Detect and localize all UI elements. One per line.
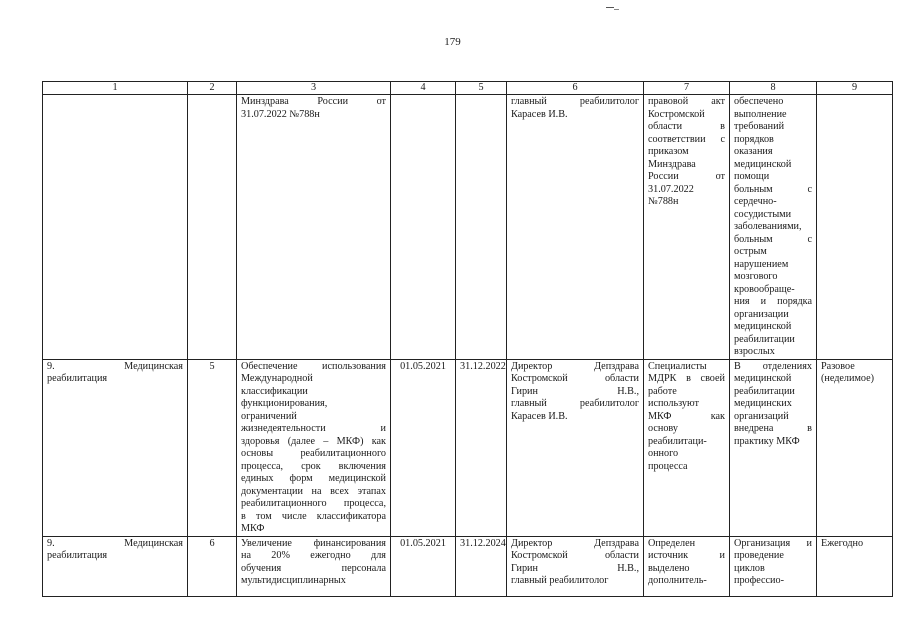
cell-line: реабилитационного процесса, xyxy=(241,498,386,509)
cell-line: Международной xyxy=(241,373,313,384)
cell-line: Минздрава России от xyxy=(241,96,386,107)
cell-line: помощи xyxy=(734,171,770,182)
cell-line: медицинской xyxy=(734,321,792,332)
start-date-cell: 01.05.2021 xyxy=(391,536,456,596)
periodicity-cell xyxy=(817,359,893,536)
periodicity-cell xyxy=(817,95,893,360)
periodicity-cell xyxy=(817,536,893,596)
measure-description-cell xyxy=(237,359,391,536)
cell-line: сердечно- xyxy=(734,196,777,207)
cell-line: источник и xyxy=(648,550,725,561)
cell-line: Директор Депздрава xyxy=(511,360,639,372)
cell-line: основы реабилитационного xyxy=(241,448,386,459)
cell-line: процесса, срок включения xyxy=(241,460,386,472)
cell-line: Директор Депздрава xyxy=(511,537,639,549)
cell-line: ограничений xyxy=(241,410,297,422)
cell-line: здоровья (далее – МКФ) как xyxy=(241,435,386,447)
cell-line: Организация и xyxy=(734,537,812,549)
cell-line: внедрена в xyxy=(734,423,812,434)
column-number: 3 xyxy=(237,82,391,95)
cell-line: профессио- xyxy=(734,575,784,586)
cell-line: в том числе классификатора xyxy=(241,510,386,522)
row-section-cell xyxy=(43,95,188,360)
cell-line: 31.07.2022 xyxy=(648,183,694,195)
result-cell xyxy=(644,359,730,536)
end-date-cell xyxy=(456,95,507,360)
result-cell xyxy=(644,536,730,596)
cell-line: медицинской xyxy=(734,158,792,170)
cell-line: организации xyxy=(734,308,789,320)
cell-line: порядков xyxy=(734,133,774,145)
cell-line: выделено xyxy=(648,562,690,574)
table-row xyxy=(43,95,893,360)
cell-line: циклов xyxy=(734,562,765,574)
column-number: 6 xyxy=(507,82,644,95)
cell-line: Ежегодно xyxy=(821,537,864,549)
cell-line: реабилитации xyxy=(734,333,795,345)
measure-description-cell xyxy=(237,536,391,596)
column-number: 7 xyxy=(644,82,730,95)
cell-line: работе xyxy=(648,385,677,397)
table-row xyxy=(43,536,893,596)
cell-line: мозгового xyxy=(734,271,778,282)
cell-line: реабилитация xyxy=(47,373,108,384)
cell-line: основу xyxy=(648,423,678,434)
cell-line: области в xyxy=(648,121,725,132)
cell-line: взрослых xyxy=(734,346,775,357)
cell-line: обеспечено xyxy=(734,96,784,107)
end-date-cell: 31.12.2022 xyxy=(456,359,507,536)
cell-line: классификации xyxy=(241,385,308,397)
cell-line: на 20% ежегодно для xyxy=(241,550,386,561)
column-number-row xyxy=(43,82,893,95)
end-date-cell: 31.12.2024 xyxy=(456,536,507,596)
cell-line: МКФ xyxy=(241,523,265,534)
cell-line: практику МКФ xyxy=(734,435,800,447)
cell-line: Гирин Н.В., xyxy=(511,562,639,574)
cell-line: МДРК в своей xyxy=(648,373,725,384)
cell-line: медицинской xyxy=(734,373,792,384)
table-row xyxy=(43,359,893,536)
cell-line: функционирования, xyxy=(241,398,328,409)
cell-line: кровообраще- xyxy=(734,283,795,295)
cell-line: Костромской области xyxy=(511,373,639,384)
cell-line: 31.07.2022 №788н xyxy=(241,108,320,120)
cell-line: 9. Медицинская xyxy=(47,360,183,372)
cell-line: Минздрава xyxy=(648,158,696,170)
outcome-cell xyxy=(730,536,817,596)
column-number: 1 xyxy=(43,82,188,95)
row-section-cell xyxy=(43,536,188,596)
cell-line: Увеличение финансирования xyxy=(241,537,386,549)
column-number: 9 xyxy=(817,82,893,95)
cell-line: жизнедеятельности и xyxy=(241,423,386,434)
cell-line: больным с xyxy=(734,233,812,245)
cell-line: Костромской xyxy=(648,108,705,120)
column-number: 5 xyxy=(456,82,507,95)
cell-line: реабилитация xyxy=(47,550,108,561)
cell-line: нарушением xyxy=(734,258,789,270)
cell-line: мультидисциплинарных xyxy=(241,575,346,586)
start-date-cell: 01.05.2021 xyxy=(391,359,456,536)
cell-line: дополнитель- xyxy=(648,575,707,586)
cell-line: острым xyxy=(734,246,767,257)
start-date-cell xyxy=(391,95,456,360)
cell-line: реабилитации xyxy=(734,385,795,397)
cell-line: используют xyxy=(648,398,699,409)
cell-line: приказом xyxy=(648,146,689,157)
cell-line: №788н xyxy=(648,196,679,207)
cell-line: Костромской области xyxy=(511,550,639,561)
result-cell xyxy=(644,95,730,360)
cell-line: соответствии с xyxy=(648,133,725,145)
cell-line: проведение xyxy=(734,550,784,561)
cell-line: (неделимое) xyxy=(821,373,875,384)
cell-line: Разовое xyxy=(821,360,855,372)
scan-artifact-mark xyxy=(606,7,620,10)
row-number-cell: 5 xyxy=(188,359,237,536)
cell-line: Обеспечение использования xyxy=(241,360,386,372)
cell-line: главный реабилитолог xyxy=(511,575,609,586)
responsible-cell xyxy=(507,536,644,596)
cell-line: Специалисты xyxy=(648,360,707,372)
cell-line: Карасев И.В. xyxy=(511,410,568,422)
cell-line: главный реабилитолог xyxy=(511,398,639,409)
row-number-cell: 6 xyxy=(188,536,237,596)
cell-line: процесса xyxy=(648,460,688,472)
cell-line: России от xyxy=(648,171,725,182)
cell-line: сосудистыми xyxy=(734,208,792,220)
outcome-cell xyxy=(730,359,817,536)
row-section-cell xyxy=(43,359,188,536)
page-number: 179 xyxy=(444,36,461,48)
cell-line: реабилитаци- xyxy=(648,435,707,447)
cell-line: главный реабилитолог xyxy=(511,96,639,107)
cell-line: Определен xyxy=(648,537,696,549)
cell-line: В отделениях xyxy=(734,360,812,372)
cell-line: больным с xyxy=(734,183,812,195)
column-number: 2 xyxy=(188,82,237,95)
cell-line: оказания xyxy=(734,146,773,157)
row-number-cell xyxy=(188,95,237,360)
cell-line: единых форм медицинской xyxy=(241,473,386,484)
plan-table xyxy=(42,81,893,597)
cell-line: требований xyxy=(734,121,785,132)
cell-line: заболеваниями, xyxy=(734,221,802,232)
cell-line: онного xyxy=(648,448,679,459)
measure-description-cell xyxy=(237,95,391,360)
cell-line: обучения персонала xyxy=(241,562,386,574)
cell-line: организаций xyxy=(734,410,789,422)
column-number: 8 xyxy=(730,82,817,95)
outcome-cell xyxy=(730,95,817,360)
cell-line: МКФ как xyxy=(648,410,725,422)
cell-line: правовой акт xyxy=(648,96,725,107)
cell-line: 9. Медицинская xyxy=(47,537,183,549)
column-number: 4 xyxy=(391,82,456,95)
cell-line: выполнение xyxy=(734,108,787,120)
cell-line: медицинских xyxy=(734,398,792,409)
cell-line: ния и порядка xyxy=(734,296,812,307)
responsible-cell xyxy=(507,95,644,360)
cell-line: Гирин Н.В., xyxy=(511,385,639,397)
cell-line: документации на всех этапах xyxy=(241,485,386,497)
cell-line: Карасев И.В. xyxy=(511,108,568,120)
responsible-cell xyxy=(507,359,644,536)
